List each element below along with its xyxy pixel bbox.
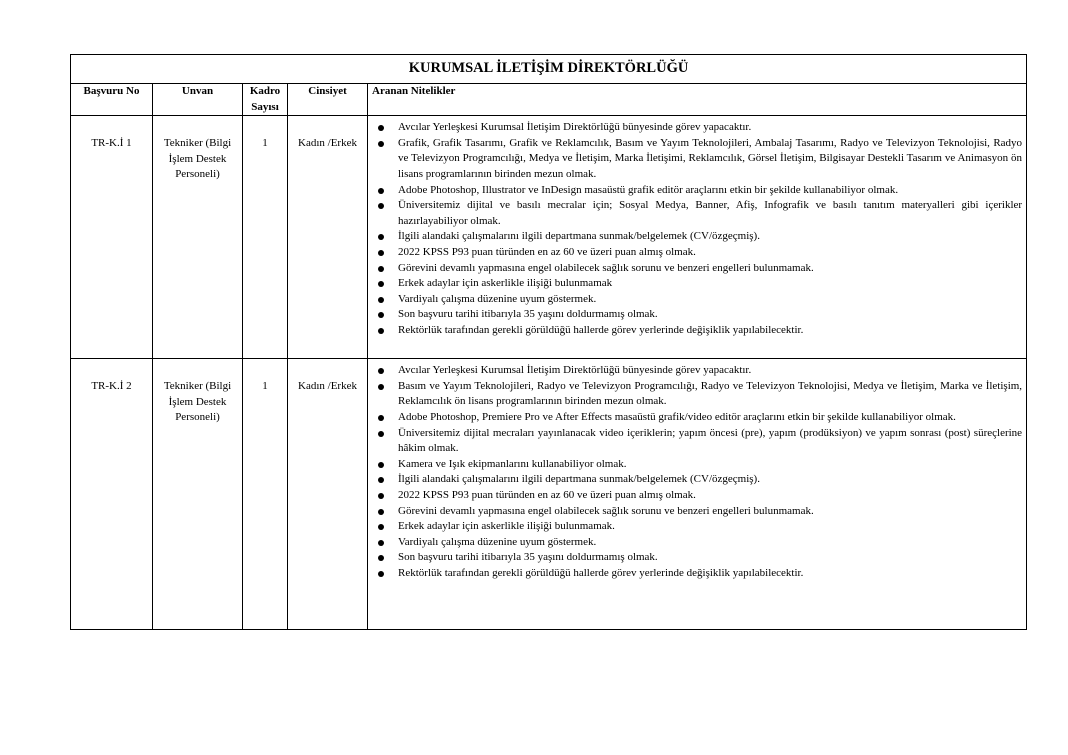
qualifications-list [372, 359, 1022, 586]
list-item: Kamera ve Işık ekipmanlarını kullanabiliyor olmak. [372, 457, 1022, 473]
list-item: 2022 KPSS P93 puan türünden en az 60 ve üzeri puan almış olmak. [372, 488, 1022, 504]
list-item: Adobe Photoshop, Illustrator ve InDesign masaüstü grafik editör araçlarını etkin bir şekilde kullanabiliyor olmak. [372, 183, 1022, 199]
list-item: Son başvuru tarihi itibarıyla 35 yaşını doldurmamış olmak. [372, 307, 1022, 323]
table-row [71, 116, 1027, 359]
list-item: Erkek adaylar için askerlikle ilişiği bulunmamak. [372, 519, 1022, 535]
list-item: İlgili alandaki çalışmalarını ilgili departmana sunmak/belgelemek (CV/özgeçmiş). [372, 472, 1022, 488]
positions-table [70, 54, 1027, 630]
list-item: 2022 KPSS P93 puan türünden en az 60 ve üzeri puan almış olmak. [372, 245, 1022, 261]
unvan-cell: Tekniker (Bilgi İşlem Destek Personeli) [153, 116, 243, 359]
list-item: Erkek adaylar için askerlikle ilişiği bulunmamak [372, 276, 1022, 292]
list-item: İlgili alandaki çalışmalarını ilgili departmana sunmak/belgelemek (CV/özgeçmiş). [372, 229, 1022, 245]
header-cinsiyet: Cinsiyet [288, 84, 368, 116]
list-item: Vardiyalı çalışma düzenine uyum göstermek. [372, 535, 1022, 551]
basvuru-no-cell: TR-K.İ 2 [71, 359, 153, 630]
list-item: Üniversitemiz dijital ve basılı mecralar için; Sosyal Medya, Banner, Afiş, Infografik ve basılı tanıtım materyalleri gibi içerikler hazırlayabiliyor olmak. [372, 198, 1022, 229]
list-item: Avcılar Yerleşkesi Kurumsal İletişim Direktörlüğü bünyesinde görev yapacaktır. [372, 363, 1022, 379]
list-item: Rektörlük tarafından gerekli görüldüğü hallerde görev yerlerinde değişiklik yapılabilecektir. [372, 566, 1022, 582]
header-unvan: Unvan [153, 84, 243, 116]
list-item: Rektörlük tarafından gerekli görüldüğü hallerde görev yerlerinde değişiklik yapılabilecektir. [372, 323, 1022, 339]
kadro-sayisi-cell: 1 [243, 359, 288, 630]
list-item: Üniversitemiz dijital mecraları yayınlanacak video içeriklerin; yapım öncesi (pre), yapım (prodüksiyon) ve yapım sonrası (post) süreçlerine hâkim olmak. [372, 426, 1022, 457]
unvan-cell: Tekniker (Bilgi İşlem Destek Personeli) [153, 359, 243, 630]
list-item: Görevini devamlı yapmasına engel olabilecek sağlık sorunu ve benzeri engelleri bulunmamak. [372, 261, 1022, 277]
header-basvuru-no: Başvuru No [71, 84, 153, 116]
title-row [71, 55, 1027, 84]
cinsiyet-cell: Kadın /Erkek [288, 359, 368, 630]
list-item: Adobe Photoshop, Premiere Pro ve After Effects masaüstü grafik/video editör araçlarını etkin bir şekilde kullanabiliyor olmak. [372, 410, 1022, 426]
header-aranan-nitelikler: Aranan Nitelikler [368, 84, 1027, 116]
table-row [71, 359, 1027, 630]
header-row [71, 84, 1027, 116]
list-item: Basım ve Yayım Teknolojileri, Radyo ve Televizyon Programcılığı, Radyo ve Televizyon Teknolojisi, Medya ve İletişim, Marka ve İletişim, Reklamcılık ön lisans programlarının birinden mezun olmak. [372, 379, 1022, 410]
list-item: Grafik, Grafik Tasarımı, Grafik ve Reklamcılık, Basım ve Yayım Teknolojileri, Ambalaj Tasarımı, Radyo ve Televizyon Teknolojisi, Radyo ve Televizyon Programcılığı, Medya ve İletişim, Marka İletişimi, Reklamcılık, Görsel İletişim, Bilgisayar Destekli Tasarım ve Animasyon ön lisans programlarının birinden mezun olmak. [372, 136, 1022, 183]
nitelikler-cell [368, 116, 1027, 359]
header-kadro-sayisi: Kadro Sayısı [243, 84, 288, 116]
basvuru-no-cell: TR-K.İ 1 [71, 116, 153, 359]
nitelikler-cell [368, 359, 1027, 630]
list-item: Son başvuru tarihi itibarıyla 35 yaşını doldurmamış olmak. [372, 550, 1022, 566]
cinsiyet-cell: Kadın /Erkek [288, 116, 368, 359]
page-title: KURUMSAL İLETİŞİM DİREKTÖRLÜĞÜ [71, 55, 1027, 84]
list-item: Avcılar Yerleşkesi Kurumsal İletişim Direktörlüğü bünyesinde görev yapacaktır. [372, 120, 1022, 136]
qualifications-list [372, 116, 1022, 343]
list-item: Vardiyalı çalışma düzenine uyum göstermek. [372, 292, 1022, 308]
list-item: Görevini devamlı yapmasına engel olabilecek sağlık sorunu ve benzeri engelleri bulunmamak. [372, 504, 1022, 520]
kadro-sayisi-cell: 1 [243, 116, 288, 359]
